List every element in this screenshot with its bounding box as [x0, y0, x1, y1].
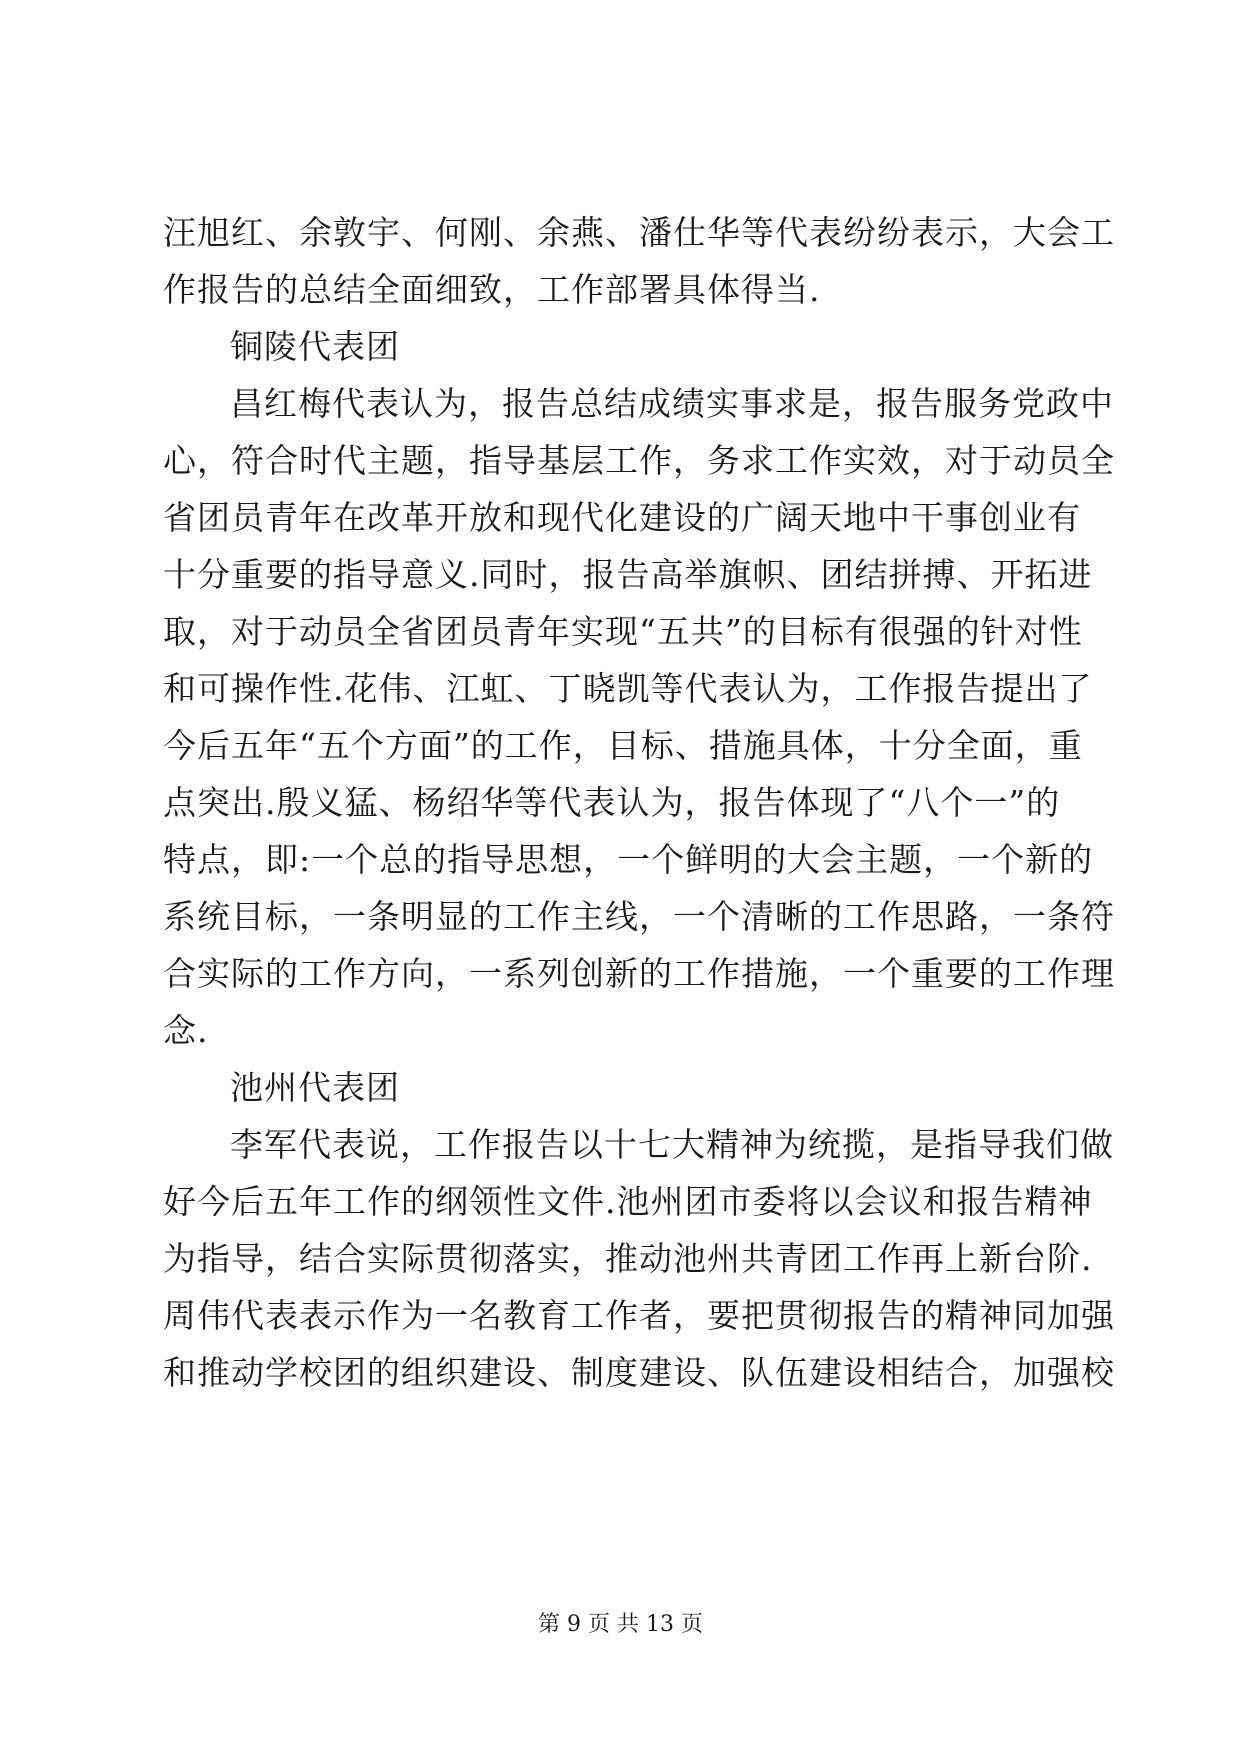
body-text-line: 李军代表说，工作报告以十七大精神为统揽，是指导我们做 — [230, 1125, 1114, 1164]
body-text-line: 周伟代表表示作为一名教育工作者，要把贯彻报告的精神同加强 — [163, 1296, 1115, 1335]
body-text-line: 省团员青年在改革开放和现代化建设的广阔天地中干事创业有 — [163, 498, 1081, 537]
body-text-line: 汪旭红、余敦宇、何刚、余燕、潘仕华等代表纷纷表示，大会工 — [163, 213, 1115, 252]
page-number-footer: 第 9 页 共 13 页 — [538, 1612, 703, 1637]
body-text-line: 和可操作性.花伟、江虹、丁晓凯等代表认为，工作报告提出了 — [163, 669, 1093, 708]
body-text-line: 念. — [163, 1011, 209, 1050]
body-text-line: 点突出.殷义猛、杨绍华等代表认为，报告体现了“八个一”的 — [163, 783, 1061, 822]
body-text-line: 合实际的工作方向，一系列创新的工作措施，一个重要的工作理 — [163, 954, 1115, 993]
body-text-line: 好今后五年工作的纲领性文件.池州团市委将以会议和报告精神 — [163, 1182, 1093, 1221]
section-heading-chizhou: 池州代表团 — [230, 1068, 400, 1107]
body-text-line: 特点，即:一个总的指导思想，一个鲜明的大会主题，一个新的 — [163, 840, 1094, 879]
body-text-line: 昌红梅代表认为，报告总结成绩实事求是，报告服务党政中 — [230, 384, 1114, 423]
body-text-line: 作报告的总结全面细致，工作部署具体得当. — [163, 270, 821, 309]
body-text-line: 为指导，结合实际贯彻落实，推动池州共青团工作再上新台阶. — [163, 1239, 1093, 1278]
body-text-line: 心，符合时代主题，指导基层工作，务求工作实效，对于动员全 — [163, 441, 1115, 480]
body-text-line: 取，对于动员全省团员青年实现“五共”的目标有很强的针对性 — [163, 612, 1083, 651]
body-text-line: 十分重要的指导意义.同时，报告高举旗帜、团结拼搏、开拓进 — [163, 555, 1093, 594]
body-text-line: 系统目标，一条明显的工作主线，一个清晰的工作思路，一条符 — [163, 897, 1115, 936]
body-text-line: 和推动学校团的组织建设、制度建设、队伍建设相结合，加强校 — [163, 1353, 1115, 1392]
section-heading-tongling: 铜陵代表团 — [230, 327, 400, 366]
body-text-line: 今后五年“五个方面”的工作，目标、措施具体，十分全面，重 — [163, 726, 1083, 765]
